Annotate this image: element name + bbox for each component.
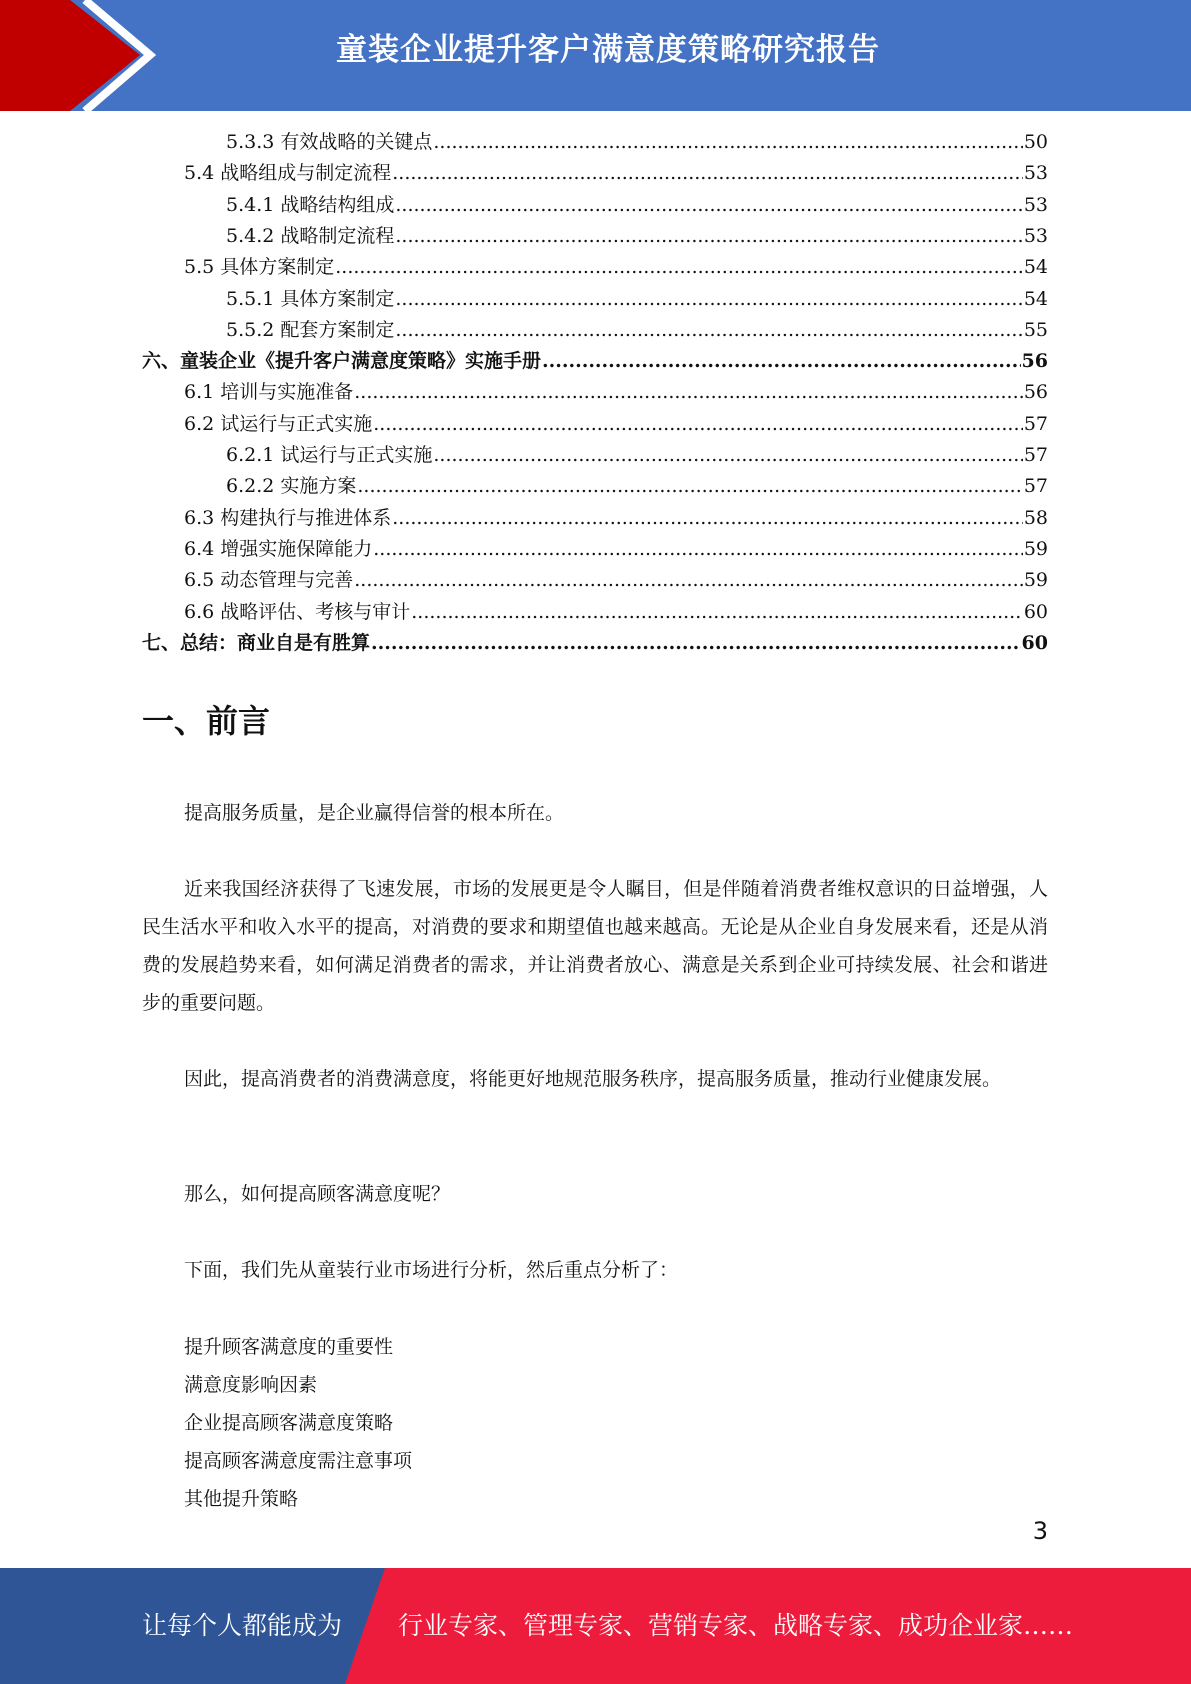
toc-entry[interactable]: [226, 471, 1048, 502]
toc-entry-page: 60: [1021, 631, 1048, 654]
toc-entry-page: 54: [1023, 256, 1048, 279]
preface-paragraph-5: 下面，我们先从童装行业市场进行分析，然后重点分析了：: [184, 1259, 679, 1281]
toc-entry-page: 59: [1023, 537, 1048, 560]
toc-entry-page: 50: [1023, 131, 1048, 153]
toc-leader-dots: [354, 377, 1023, 408]
footer-banner: [0, 1568, 1191, 1684]
toc-entry[interactable]: [226, 190, 1048, 221]
toc-entry-label: 5.5 具体方案制定: [184, 256, 335, 279]
list-item: 其他提升策略: [184, 1488, 299, 1510]
toc-leader-dots: [433, 127, 1022, 158]
toc-entry[interactable]: [184, 252, 1048, 283]
preface-paragraph-2: 近来我国经济获得了飞速发展，市场的发展更是令人瞩目，但是伴随着消费者维权意识的日益增强，人民生活水平和收入水平的提高，对消费的要求和期望值也越来越高。无论是从企业自身发展来看，还是从消费的发展趋势来看，如何满足消费者的需求，并让消费者放心、满意是关系到企业可持续发展、社会和谐进步的重要问题。: [142, 878, 1048, 1014]
toc-leader-dots: [433, 440, 1022, 471]
toc-entry[interactable]: [184, 158, 1048, 189]
toc-entry-label: 5.3.3 有效战略的关键点: [226, 131, 433, 153]
page-number: 3: [1032, 1517, 1048, 1545]
toc-entry[interactable]: [226, 284, 1048, 315]
header-bar: [0, 0, 1191, 111]
toc-entry-page: 57: [1023, 412, 1048, 435]
toc-leader-dots: [542, 346, 1021, 377]
toc-entry[interactable]: [226, 127, 1048, 158]
toc-leader-dots: [373, 409, 1023, 440]
toc-entry-label: 七、总结：商业自是有胜算: [142, 631, 371, 654]
toc-leader-dots: [395, 221, 1022, 252]
preface-heading: 一、前言: [142, 702, 271, 740]
list-item: 提升顾客满意度的重要性: [184, 1336, 394, 1358]
toc-entry-page: 56: [1021, 350, 1048, 373]
toc-entry[interactable]: [184, 534, 1048, 565]
toc-entry-label: 六、童装企业《提升客户满意度策略》实施手册: [142, 350, 542, 373]
toc-entry-label: 5.4.1 战略结构组成: [226, 193, 395, 216]
preface-paragraph-4: 那么，如何提高顾客满意度呢？: [184, 1183, 451, 1205]
toc-entry-page: 53: [1023, 162, 1048, 185]
toc-entry-label: 6.2.1 试运行与正式实施: [226, 444, 433, 466]
toc-entry[interactable]: [142, 628, 1048, 659]
toc-entry[interactable]: [226, 221, 1048, 252]
toc-entry-page: 53: [1023, 193, 1048, 216]
toc-entry[interactable]: [184, 503, 1048, 534]
toc-leader-dots: [392, 503, 1023, 534]
preface-paragraph-3: 因此，提高消费者的消费满意度，将能更好地规范服务秩序，提高服务质量，推动行业健康发展。: [184, 1068, 1002, 1090]
toc-entry-page: 56: [1023, 381, 1048, 404]
toc-entry-label: 6.3 构建执行与推进体系: [184, 506, 392, 529]
toc-entry[interactable]: [226, 315, 1048, 346]
toc-entry-label: 5.4 战略组成与制定流程: [184, 162, 392, 185]
toc-entry-label: 6.2.2 实施方案: [226, 475, 357, 498]
toc-entry[interactable]: [184, 409, 1048, 440]
toc-entry-label: 6.6 战略评估、考核与审计: [184, 600, 411, 623]
toc-entry[interactable]: [184, 565, 1048, 596]
footer-slogan-right: 行业专家、管理专家、营销专家、战略专家、成功企业家……: [398, 1611, 1074, 1640]
toc-entry[interactable]: [184, 377, 1048, 408]
toc-entry-label: 6.5 动态管理与完善: [184, 569, 354, 592]
toc-entry-page: 57: [1023, 444, 1048, 466]
toc-leader-dots: [354, 565, 1023, 596]
preface-paragraph-1: 提高服务质量，是企业赢得信誉的根本所在。: [184, 802, 565, 824]
toc-entry-label: 5.5.2 配套方案制定: [226, 318, 395, 341]
toc-entry-label: 6.2 试运行与正式实施: [184, 412, 373, 435]
toc-leader-dots: [395, 315, 1022, 346]
list-item: 企业提高顾客满意度策略: [184, 1412, 394, 1434]
toc-leader-dots: [395, 284, 1022, 315]
list-item: 提高顾客满意度需注意事项: [184, 1450, 413, 1472]
toc-entry-page: 54: [1023, 287, 1048, 310]
toc-entry-page: 59: [1023, 569, 1048, 592]
toc-entry-page: 55: [1023, 318, 1048, 341]
toc-leader-dots: [411, 597, 1023, 628]
document-title: 童装企业提升客户满意度策略研究报告: [336, 32, 880, 68]
toc-leader-dots: [371, 628, 1021, 659]
toc-entry[interactable]: [184, 597, 1048, 628]
footer-slogan-left: 让每个人都能成为: [142, 1611, 343, 1640]
list-item: 满意度影响因素: [184, 1374, 318, 1396]
toc-entry-page: 57: [1023, 475, 1048, 498]
toc-entry-label: 5.4.2 战略制定流程: [226, 224, 395, 247]
toc-leader-dots: [373, 534, 1023, 565]
analysis-topic-list: [184, 1328, 412, 1518]
toc-entry-page: 60: [1023, 600, 1048, 623]
toc-entry-page: 58: [1023, 506, 1048, 529]
toc-leader-dots: [392, 158, 1023, 189]
toc-leader-dots: [395, 190, 1022, 221]
toc-entry-label: 6.1 培训与实施准备: [184, 381, 354, 404]
toc-entry-label: 5.5.1 具体方案制定: [226, 287, 395, 310]
toc-leader-dots: [357, 471, 1022, 502]
toc-entry[interactable]: [226, 440, 1048, 471]
toc-leader-dots: [335, 252, 1023, 283]
toc-entry-page: 53: [1023, 224, 1048, 247]
toc-entry-label: 6.4 增强实施保障能力: [184, 537, 373, 560]
toc-entry[interactable]: [142, 346, 1048, 377]
